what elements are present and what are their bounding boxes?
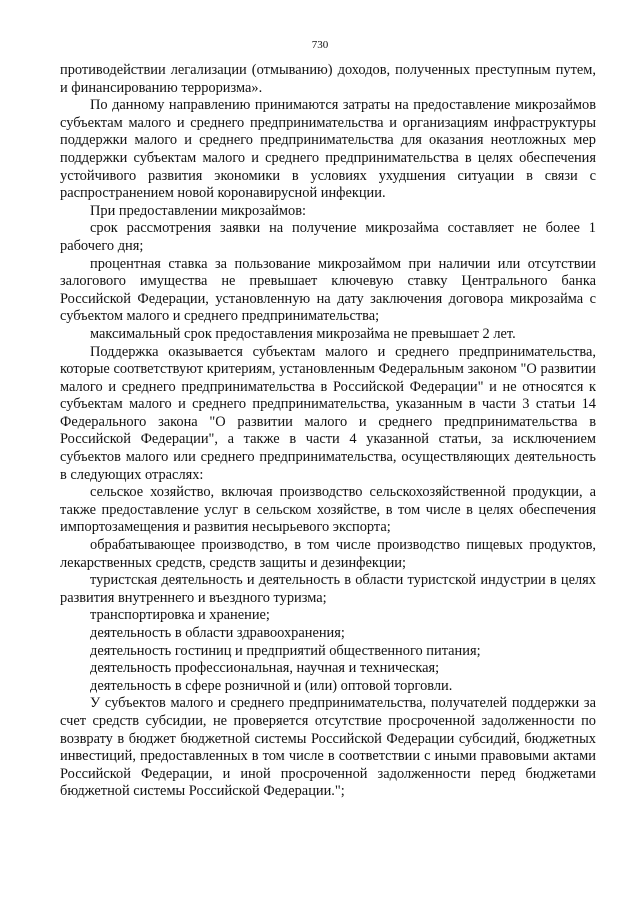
paragraph: По данному направлению принимаются затраты на предоставление микрозаймов субъектам малого и среднего предпринимательства и организациям инфраструктуры поддержки малого и среднего предпринимательства для оказания неотложных мер поддержки субъектам малого и среднего предпринимательства в целях обеспечения устойчивого развития экономики в условиях ухудшения ситуации в связи с распространением новой коронавирусной инфекции. — [60, 97, 596, 202]
document-body — [60, 62, 596, 801]
list-item: деятельность гостиниц и предприятий общественного питания; — [90, 642, 481, 659]
page-number: 730 — [311, 39, 329, 51]
list-item: сельское хозяйство, включая производство сельскохозяйственной продукции, а также предоставление услуг в сельском хозяйстве, в том числе в целях обеспечения импортозамещения и развития несырьевого экспорта; — [60, 484, 596, 536]
list-item: срок рассмотрения заявки на получение микрозайма составляет не более 1 рабочего дня; — [60, 220, 596, 254]
list-item: процентная ставка за пользование микрозаймом при наличии или отсутствии залогового имущества не превышает ключевую ставку Центрального банка Российской Федерации, установленную на дату заключения договора микрозайма с субъектом малого и среднего предпринимательства; — [60, 255, 596, 325]
list-item: деятельность профессиональная, научная и техническая; — [90, 660, 440, 677]
list-item: деятельность в сфере розничной и (или) оптовой торговли. — [90, 677, 453, 694]
list-item: обрабатывающее производство, в том числе производство пищевых продуктов, лекарственных средств, средств защиты и дезинфекции; — [60, 537, 596, 571]
paragraph: При предоставлении микрозаймов: — [90, 202, 307, 219]
list-item: деятельность в области здравоохранения; — [90, 625, 345, 641]
list-item: максимальный срок предоставления микрозайма не превышает 2 лет. — [90, 325, 516, 342]
paragraph: Поддержка оказывается субъектам малого и среднего предпринимательства, которые соответствуют критериям, установленным Федеральным законом "О развитии малого и среднего предпринимательства в Российской Федерации" и не относятся к субъектам малого и среднего предпринимательства, указанным в части 3 статьи 14 Федерального закона "О развитии малого и среднего предпринимательства в Российской Федерации", а также в части 4 указанной статьи, за исключением субъектов малого или среднего предпринимательства, осуществляющих деятельность в следующих отраслях: — [60, 343, 596, 483]
paragraph: противодействии легализации (отмыванию) доходов, полученных преступным путем, и финансированию терроризма». — [60, 62, 596, 96]
list-item: транспортировка и хранение; — [90, 607, 270, 624]
list-item: туристская деятельность и деятельность в области туристской индустрии в целях развития внутреннего и въездного туризма; — [60, 572, 596, 606]
paragraph: У субъектов малого и среднего предпринимательства, получателей поддержки за счет средств субсидии, не проверяется отсутствие просроченной задолженности по возврату в бюджет бюджетной системы Российской Федерации субсидий, бюджетных инвестиций, предоставленных в том числе в соответствии с иными правовыми актами Российской Федерации, и иной просроченной задолженности перед бюджетами бюджетной системы Российской Федерации."; — [60, 695, 596, 800]
